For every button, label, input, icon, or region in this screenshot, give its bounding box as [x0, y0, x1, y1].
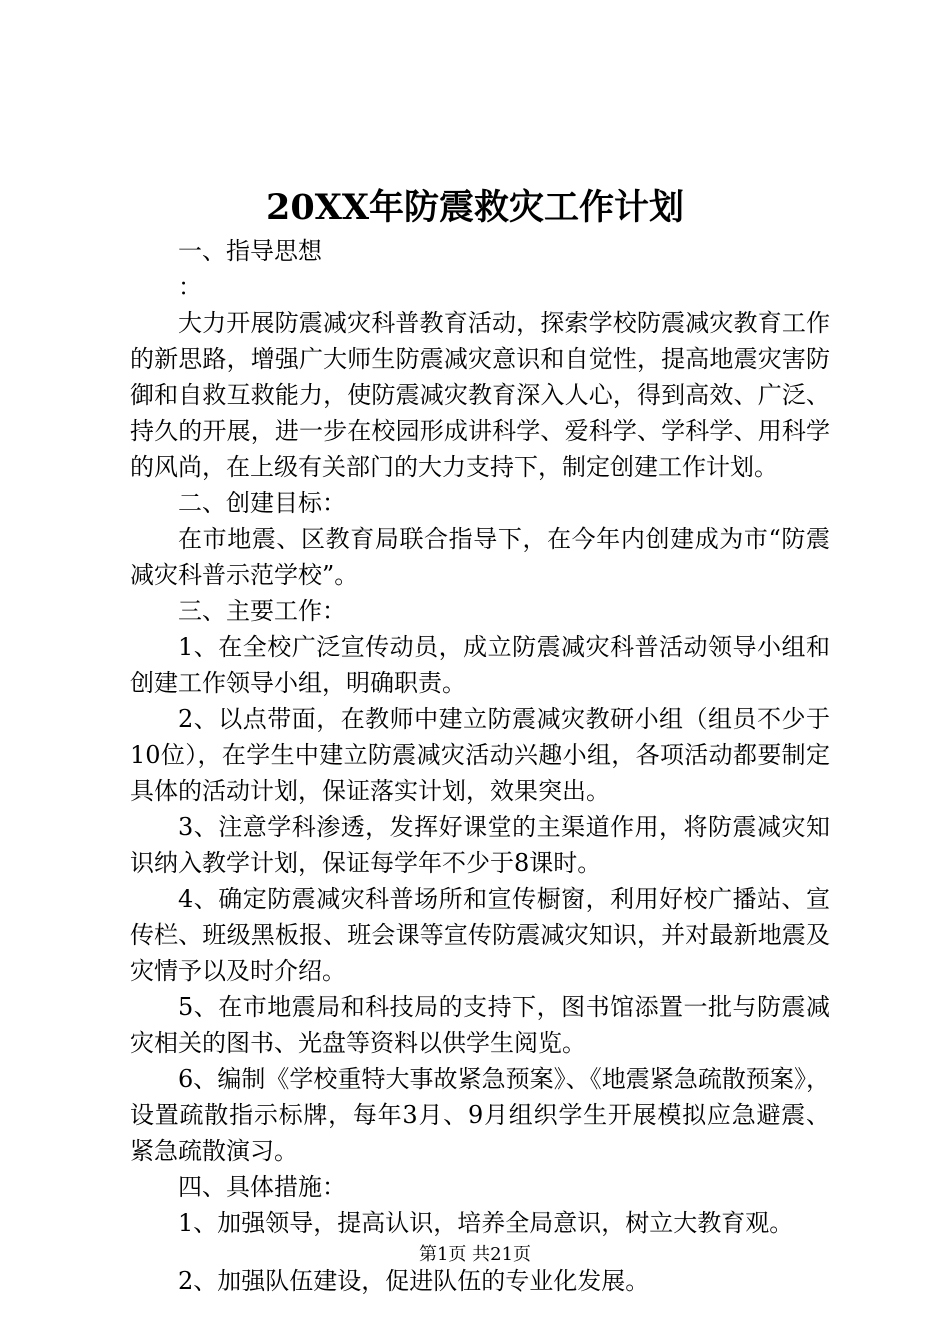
- list-item-measure-1: 1、加强领导，提高认识，培养全局意识，树立大教育观。: [178, 1209, 794, 1237]
- page-number-footer: 第1页 共21页: [418, 1244, 532, 1265]
- list-item-main-work-2: 2、以点带面，在教师中建立防震减灾教研小组（组员不少于10位），在学生中建立防震减灾活动兴趣小组，各项活动都要制定具体的活动计划，保证落实计划，效果突出。: [130, 705, 830, 805]
- list-item-main-work-1: 1、在全校广泛宣传动员，成立防震减灾科普活动领导小组和创建工作领导小组，明确职责。: [130, 633, 830, 697]
- paragraph-goal: 在市地震、区教育局联合指导下，在今年内创建成为市“防震减灾科普示范学校”。: [130, 525, 830, 589]
- list-item-main-work-6: 6、编制《学校重特大事故紧急预案》、《地震紧急疏散预案》，设置疏散指示标牌，每年3月、9月组织学生开展模拟应急避震、紧急疏散演习。: [130, 1065, 830, 1165]
- section-heading-measures: 四、具体措施：: [178, 1173, 346, 1201]
- section-heading-guiding-ideology: 一、指导思想: [178, 237, 322, 265]
- section-heading-main-work: 三、主要工作：: [178, 597, 346, 625]
- list-item-main-work-5: 5、在市地震局和科技局的支持下，图书馆添置一批与防震减灾相关的图书、光盘等资料以供学生阅览。: [130, 993, 830, 1057]
- paragraph-guiding-ideology: 大力开展防震减灾科普教育活动，探索学校防震减灾教育工作的新思路，增强广大师生防震减灾意识和自觉性，提高地震灾害防御和自救互救能力，使防震减灾教育深入人心，得到高效、广泛、持久的开展，进一步在校园形成讲科学、爱科学、学科学、用科学的风尚，在上级有关部门的大力支持下，制定创建工作计划。: [130, 309, 830, 481]
- list-item-measure-2: 2、加强队伍建设，促进队伍的专业化发展。: [178, 1267, 650, 1295]
- list-item-main-work-4: 4、确定防震减灾科普场所和宣传橱窗，利用好校广播站、宣传栏、班级黑板报、班会课等宣传防震减灾知识，并对最新地震及灾情予以及时介绍。: [130, 885, 830, 985]
- section-heading-goal: 二、创建目标：: [178, 489, 346, 517]
- list-item-main-work-3: 3、注意学科渗透，发挥好课堂的主渠道作用，将防震减灾知识纳入教学计划，保证每学年不少于8课时。: [130, 813, 830, 877]
- document-body: [130, 233, 830, 1299]
- section-heading-colon: ：: [178, 273, 202, 301]
- document-title: 20XX年防震救灾工作计划: [265, 187, 685, 228]
